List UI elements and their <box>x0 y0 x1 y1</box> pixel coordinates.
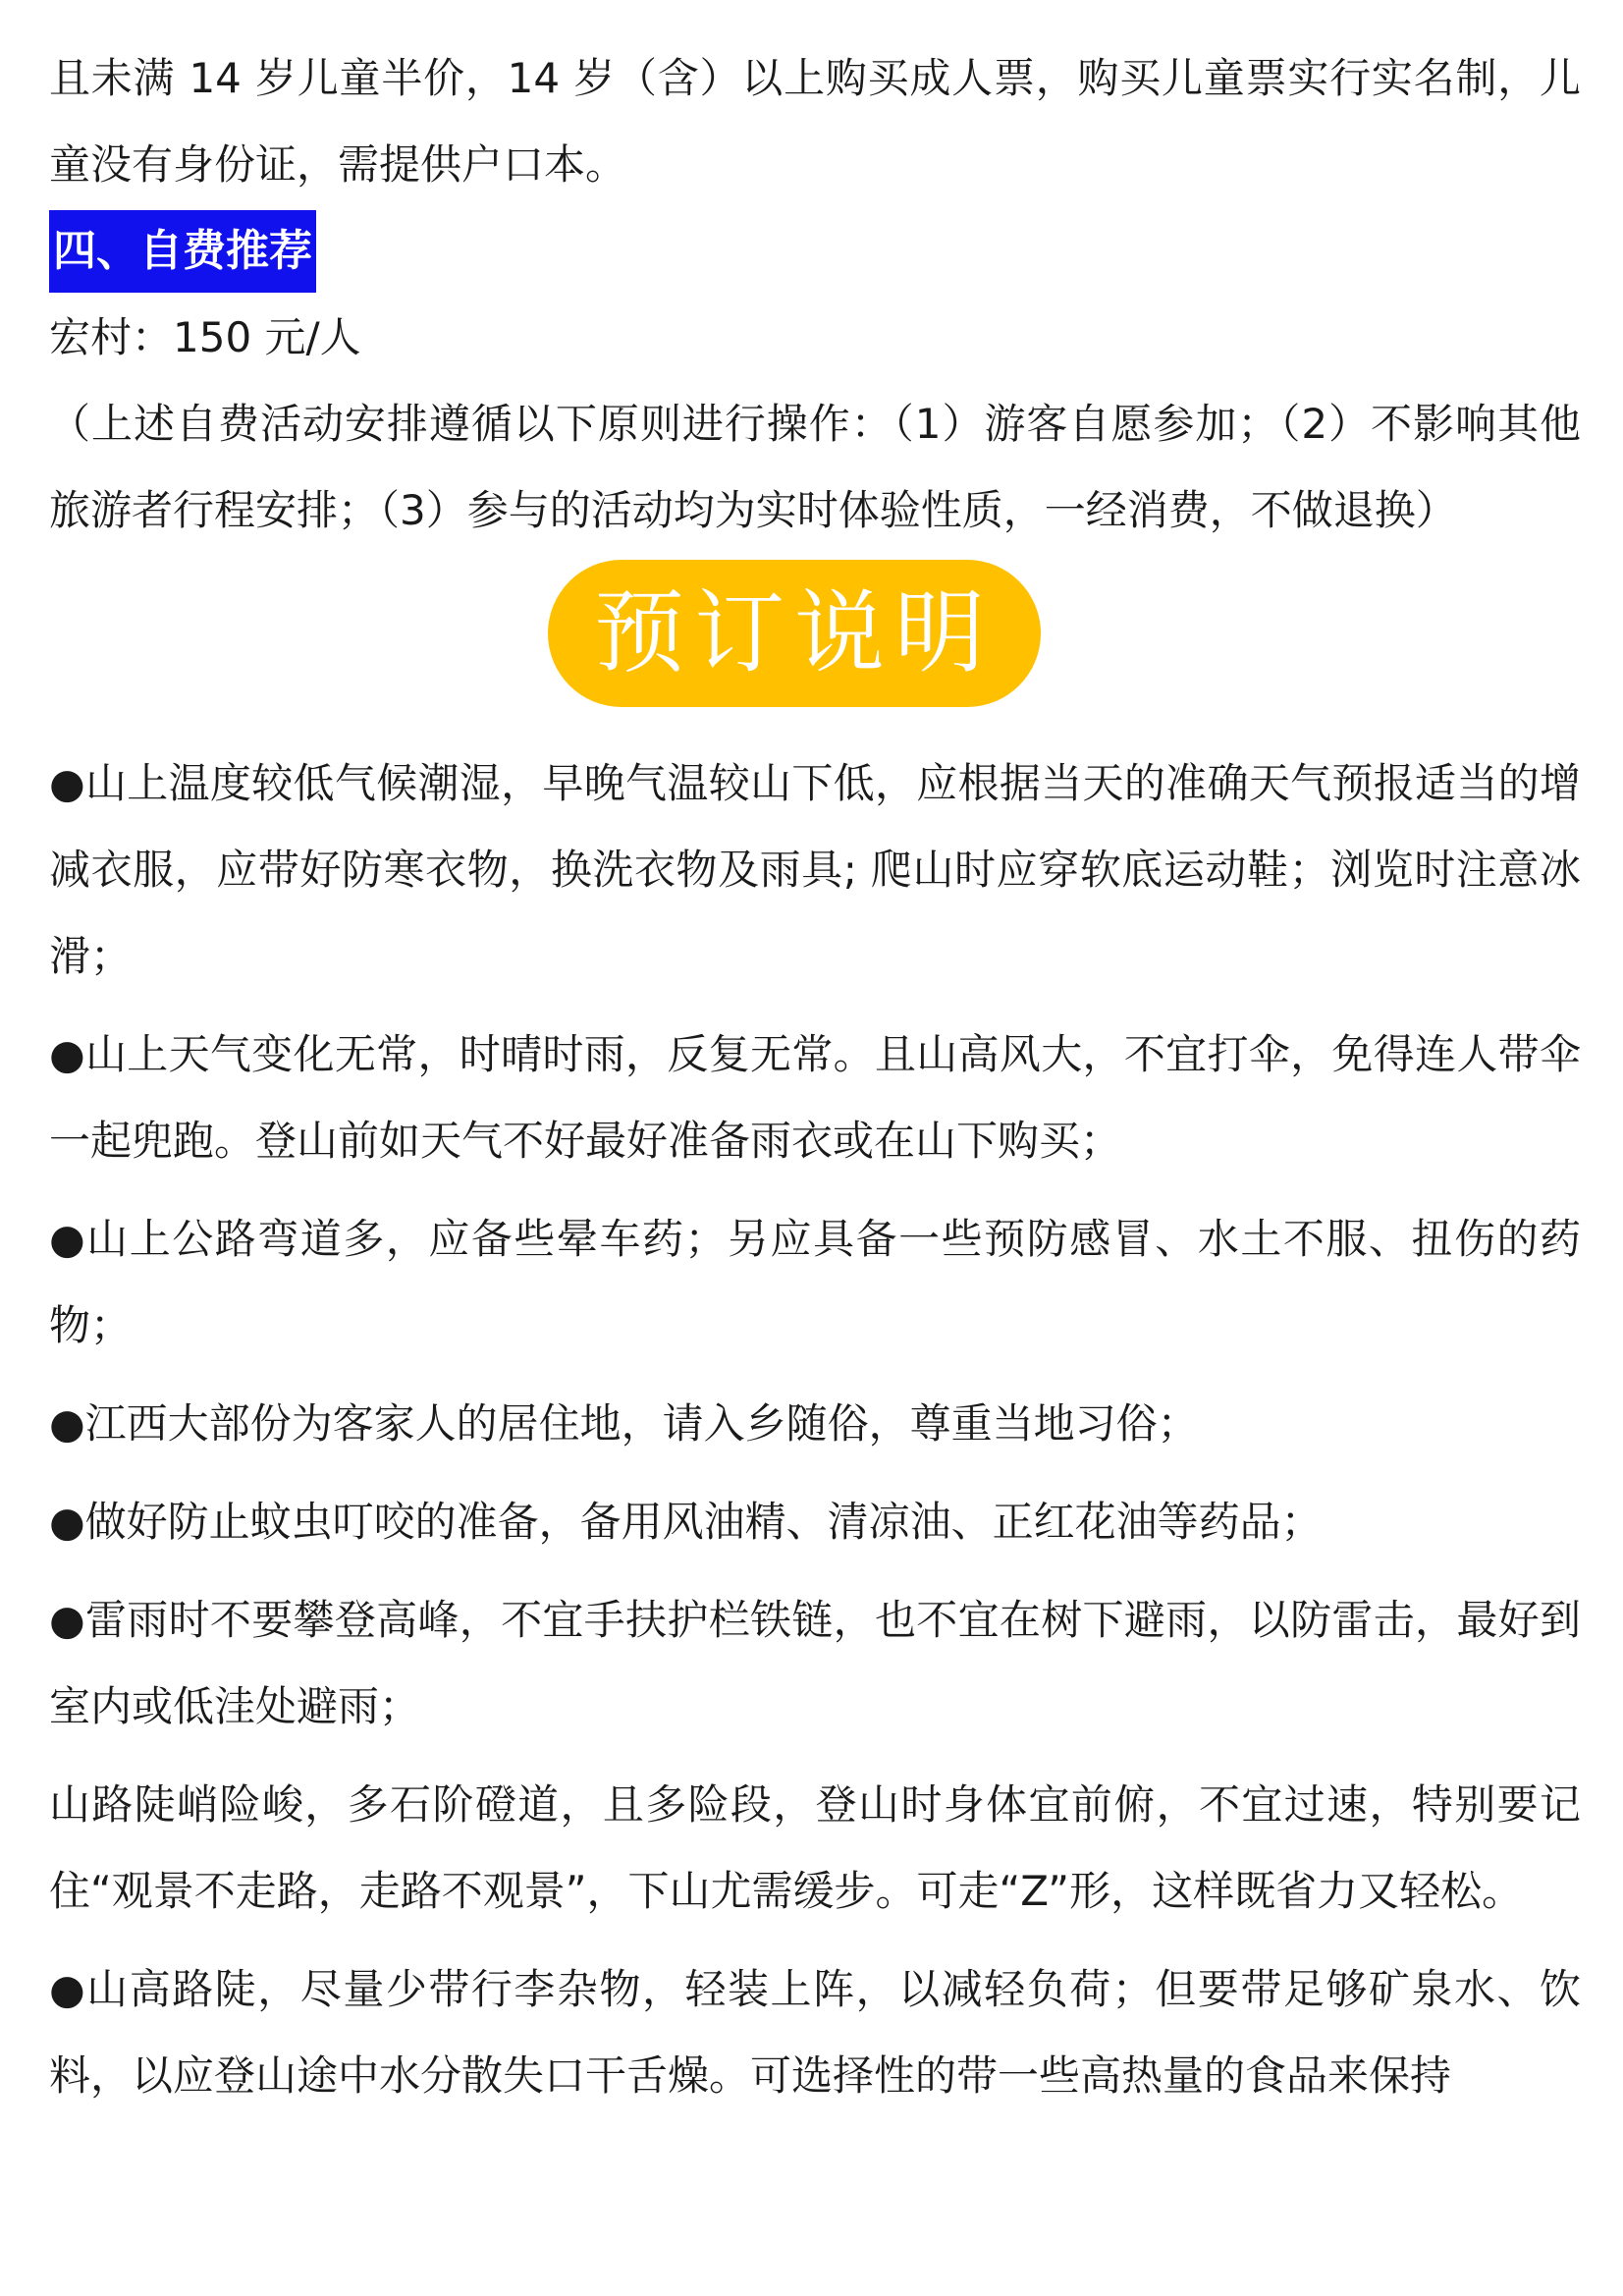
booking-title-row <box>49 554 1581 740</box>
booking-note-item: ●雷雨时不要攀登高峰，不宜手扶护栏铁链，也不宜在树下避雨，以防雷击，最好到室内或低洼处避雨； <box>49 1596 1581 1730</box>
booking-note-item: ●江西大部份为客家人的居住地，请入乡随俗，尊重当地习俗； <box>49 1399 1199 1448</box>
booking-title-text: 预订说明 <box>593 580 995 685</box>
document-page <box>49 35 1581 2119</box>
section-heading-row <box>49 208 1581 295</box>
self-paid-note: （上述自费活动安排遵循以下原则进行操作：（1）游客自愿参加；（2）不影响其他旅游者行程安排；（3）参与的活动均为实时体验性质，一经消费，不做退换） <box>49 400 1581 534</box>
booking-note-item: ●山上公路弯道多，应备些晕车药；另应具备一些预防感冒、水土不服、扭伤的药物； <box>49 1215 1581 1349</box>
booking-note-item: ●山上温度较低气候潮湿，早晚气温较山下低，应根据当天的准确天气预报适当的增减衣服，应带好防寒衣物，换洗衣物及雨具; 爬山时应穿软底运动鞋；浏览时注意冰滑； <box>49 759 1581 980</box>
self-paid-item: 宏村：150 元/人 <box>49 313 361 361</box>
booking-note-item: 山路陡峭险峻，多石阶磴道，且多险段，登山时身体宜前俯，不宜过速，特别要记住“观景不走路，走路不观景”，下山尤需缓步。可走“Z”形，这样既省力又轻松。 <box>49 1780 1581 1915</box>
intro-paragraph: 且未满 14 岁儿童半价，14 岁（含）以上购买成人票，购买儿童票实行实名制，儿童没有身份证，需提供户口本。 <box>49 54 1581 189</box>
booking-notes <box>49 740 1581 2119</box>
booking-note-item: ●山高路陡，尽量少带行李杂物，轻装上阵，以减轻负荷；但要带足够矿泉水、饮料，以应登山途中水分散失口干舌燥。可选择性的带一些高热量的食品来保持 <box>49 1965 1581 2100</box>
section-heading-self-paid: 四、自费推荐 <box>49 210 316 293</box>
booking-title-badge <box>548 560 1041 707</box>
booking-note-item: ●山上天气变化无常，时晴时雨，反复无常。且山高风大，不宜打伞，免得连人带伞一起兜跑。登山前如天气不好最好准备雨衣或在山下购买； <box>49 1030 1581 1165</box>
booking-note-item: ●做好防止蚊虫叮咬的准备，备用风油精、清凉油、正红花油等药品； <box>49 1498 1323 1546</box>
